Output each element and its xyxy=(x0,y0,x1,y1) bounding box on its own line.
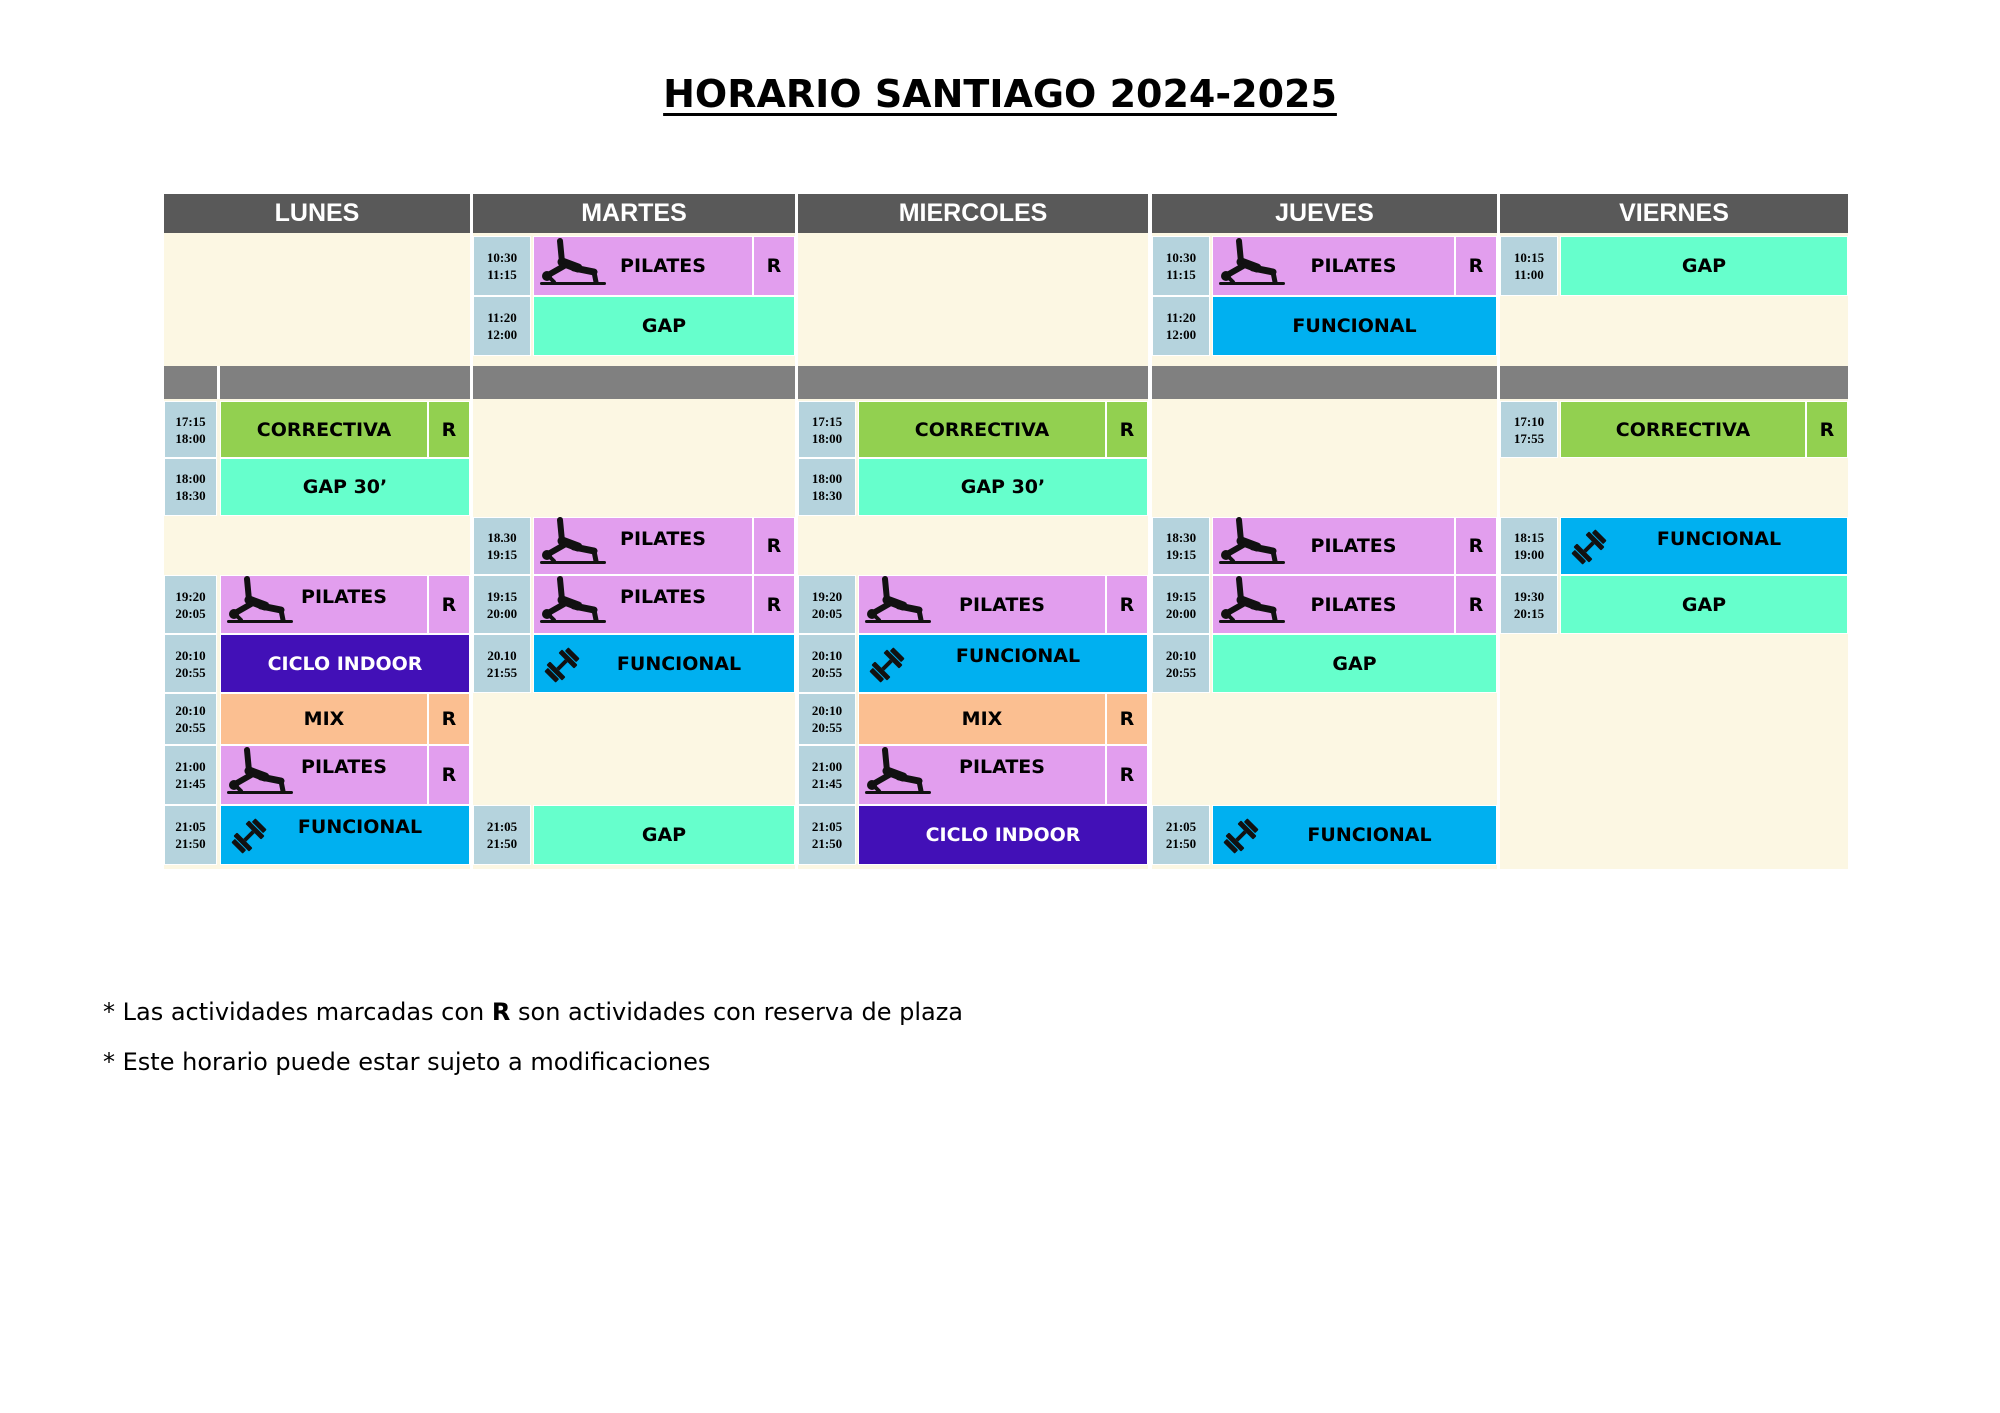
end-time: 21:50 xyxy=(175,836,206,851)
end-time: 18:30 xyxy=(811,488,843,503)
time-slot xyxy=(473,236,531,296)
time-slot xyxy=(798,401,856,458)
reservation-marker: R xyxy=(753,517,795,575)
class-correctiva[interactable] xyxy=(858,401,1106,458)
start-time: 17:15 xyxy=(175,413,206,429)
end-time: 18:30 xyxy=(175,488,206,503)
end-time: 20:55 xyxy=(811,664,843,680)
class-ciclo-indoor[interactable] xyxy=(858,805,1148,865)
activity-label: GAP 30’ xyxy=(960,476,1046,498)
reservation-marker: R xyxy=(1455,517,1497,575)
activity-label: PILATES xyxy=(620,528,706,550)
class-gap[interactable] xyxy=(533,805,795,865)
end-time: 18:00 xyxy=(811,430,843,446)
time-slot xyxy=(473,296,531,356)
activity-label: PILATES xyxy=(620,586,706,608)
start-time: 20:10 xyxy=(811,703,843,718)
time-slot xyxy=(164,745,217,805)
separator-bar xyxy=(220,366,470,399)
empty-block-evening xyxy=(1500,399,1848,869)
end-time: 20:55 xyxy=(175,720,206,735)
time-slot xyxy=(1152,236,1210,296)
reservation-marker: R xyxy=(1455,236,1497,296)
reservation-marker: R xyxy=(753,575,795,634)
dumbbell-icon xyxy=(867,645,907,690)
time-slot xyxy=(473,805,531,865)
start-time: 20:10 xyxy=(811,647,843,663)
reservation-marker: R xyxy=(428,745,470,805)
activity-label: PILATES xyxy=(301,586,387,608)
pilates-pose-icon xyxy=(1217,238,1287,293)
time-slot xyxy=(473,634,531,693)
day-header-martes: MARTES xyxy=(473,194,795,233)
footnote-reservation xyxy=(103,998,963,1026)
time-slot xyxy=(164,693,217,745)
class-pilates[interactable] xyxy=(220,745,428,805)
class-funcional[interactable] xyxy=(1560,517,1848,575)
end-time: 21:50 xyxy=(486,836,518,851)
class-pilates[interactable] xyxy=(533,575,753,634)
dumbbell-icon xyxy=(542,645,582,690)
start-time: 18.30 xyxy=(487,530,517,545)
pilates-pose-icon xyxy=(225,576,295,631)
activity-label: FUNCIONAL xyxy=(297,816,423,838)
day-header-jueves: JUEVES xyxy=(1152,194,1497,233)
time-slot xyxy=(1500,236,1558,296)
day-header-viernes: VIERNES xyxy=(1500,194,1848,233)
footnote-text: * Las actividades marcadas con xyxy=(103,998,492,1026)
class-pilates[interactable] xyxy=(1212,236,1455,296)
activity-label: PILATES xyxy=(959,593,1045,616)
pilates-pose-icon xyxy=(538,576,608,631)
activity-label: PILATES xyxy=(620,255,706,277)
start-time: 18:30 xyxy=(1165,530,1197,545)
dumbbell-icon xyxy=(229,816,269,861)
activity-label: CORRECTIVA xyxy=(256,418,392,441)
start-time: 11:20 xyxy=(1166,310,1196,325)
activity-label: PILATES xyxy=(959,756,1045,778)
time-slot xyxy=(798,458,856,516)
start-time: 19:15 xyxy=(486,588,518,604)
end-time: 20:55 xyxy=(1165,664,1197,680)
pilates-pose-icon xyxy=(538,517,608,572)
dumbbell-icon xyxy=(1221,816,1261,861)
end-time: 17:55 xyxy=(1513,430,1545,446)
dumbbell-icon xyxy=(1569,527,1609,572)
class-pilates[interactable] xyxy=(1212,517,1455,575)
reservation-marker: R xyxy=(428,575,470,634)
activity-label: FUNCIONAL xyxy=(1656,528,1782,550)
end-time: 21:50 xyxy=(1165,836,1197,851)
footnote-marker: R xyxy=(491,998,511,1026)
start-time: 20:10 xyxy=(175,703,206,718)
end-time: 12:00 xyxy=(1165,327,1197,342)
activity-label: FUNCIONAL xyxy=(1292,315,1417,337)
class-gap[interactable] xyxy=(1212,634,1497,693)
class-funcional[interactable] xyxy=(858,634,1148,693)
start-time: 21:05 xyxy=(486,819,518,834)
class-pilates[interactable] xyxy=(858,575,1106,634)
class-funcional[interactable] xyxy=(1212,296,1497,356)
time-slot xyxy=(164,575,217,634)
class-pilates[interactable] xyxy=(220,575,428,634)
end-time: 20:55 xyxy=(175,664,206,680)
end-time: 20:00 xyxy=(486,605,518,621)
reservation-marker: R xyxy=(1106,693,1148,745)
start-time: 19:20 xyxy=(175,588,206,604)
start-time: 21:05 xyxy=(1165,819,1197,834)
footnote-text: son actividades con reserva de plaza xyxy=(510,998,963,1026)
class-correctiva[interactable] xyxy=(1560,401,1806,458)
reservation-marker: R xyxy=(428,693,470,745)
end-time: 18:00 xyxy=(175,430,206,446)
time-slot xyxy=(473,575,531,634)
class-pilates[interactable] xyxy=(533,517,753,575)
end-time: 21:50 xyxy=(811,836,843,851)
start-time: 21:00 xyxy=(175,759,206,774)
start-time: 20.10 xyxy=(487,647,517,663)
class-gap[interactable] xyxy=(533,296,795,356)
class-funcional[interactable] xyxy=(220,805,470,865)
time-slot xyxy=(164,401,217,458)
pilates-pose-icon xyxy=(225,747,295,802)
activity-label: PILATES xyxy=(301,756,387,778)
time-slot xyxy=(798,693,856,745)
activity-label: GAP xyxy=(641,824,687,846)
activity-label: MIX xyxy=(961,708,1003,730)
end-time: 12:00 xyxy=(486,327,518,342)
class-funcional[interactable] xyxy=(533,634,795,693)
time-slot xyxy=(1152,517,1210,575)
start-time: 18:00 xyxy=(811,471,843,486)
activity-label: MIX xyxy=(303,708,345,730)
activity-label: GAP 30’ xyxy=(302,476,388,498)
reservation-marker: R xyxy=(1106,745,1148,805)
reservation-marker: R xyxy=(1455,575,1497,634)
reservation-marker: R xyxy=(1106,401,1148,458)
end-time: 19:00 xyxy=(1513,547,1545,562)
time-slot xyxy=(1152,805,1210,865)
end-time: 11:15 xyxy=(487,267,517,282)
activity-label: PILATES xyxy=(1310,535,1397,557)
start-time: 17:15 xyxy=(811,413,843,429)
start-time: 21:05 xyxy=(175,819,206,834)
pilates-pose-icon xyxy=(538,238,608,293)
end-time: 19:15 xyxy=(1165,547,1197,562)
time-slot xyxy=(164,805,217,865)
day-header-lunes: LUNES xyxy=(164,194,470,233)
time-slot xyxy=(1500,517,1558,575)
start-time: 10:15 xyxy=(1513,250,1545,265)
activity-label: GAP xyxy=(641,315,687,337)
end-time: 20:00 xyxy=(1165,605,1197,621)
activity-label: CICLO INDOOR xyxy=(925,824,1081,846)
day-header-miercoles: MIERCOLES xyxy=(798,194,1148,233)
empty-block-morning xyxy=(164,233,470,366)
pilates-pose-icon xyxy=(1217,517,1287,572)
footnote-modifications xyxy=(103,1048,710,1076)
pilates-pose-icon xyxy=(863,576,933,631)
reservation-marker: R xyxy=(753,236,795,296)
separator-bar xyxy=(164,366,217,399)
class-pilates[interactable] xyxy=(858,745,1106,805)
class-gap-30[interactable] xyxy=(220,458,470,516)
start-time: 18:15 xyxy=(1513,530,1545,545)
separator-bar xyxy=(1500,366,1848,399)
time-slot xyxy=(473,517,531,575)
pilates-pose-icon xyxy=(1217,576,1287,631)
time-slot xyxy=(164,458,217,516)
activity-label: GAP xyxy=(1681,255,1727,277)
time-slot xyxy=(798,805,856,865)
time-slot xyxy=(1152,575,1210,634)
time-slot xyxy=(164,634,217,693)
start-time: 20:10 xyxy=(1165,647,1197,663)
time-slot xyxy=(1152,296,1210,356)
start-time: 10:30 xyxy=(1165,250,1197,265)
time-slot xyxy=(798,634,856,693)
end-time: 21:45 xyxy=(175,776,206,791)
empty-block-morning xyxy=(798,233,1148,366)
class-mix[interactable] xyxy=(220,693,428,745)
start-time: 17:10 xyxy=(1513,413,1545,429)
page-title: HORARIO SANTIAGO 2024-2025 xyxy=(663,72,1337,116)
start-time: 10:30 xyxy=(486,250,518,265)
activity-label: CICLO INDOOR xyxy=(267,652,423,675)
start-time: 20:10 xyxy=(175,647,206,663)
start-time: 21:00 xyxy=(811,759,843,774)
activity-label: FUNCIONAL xyxy=(1307,824,1432,846)
start-time: 21:05 xyxy=(811,819,843,834)
time-slot xyxy=(1500,401,1558,458)
start-time: 11:20 xyxy=(487,310,517,325)
start-time: 19:20 xyxy=(811,588,843,604)
class-pilates[interactable] xyxy=(1212,575,1455,634)
end-time: 21:45 xyxy=(811,776,843,791)
pilates-pose-icon xyxy=(863,747,933,802)
class-gap-30[interactable] xyxy=(858,458,1148,516)
activity-label: GAP xyxy=(1332,652,1377,675)
activity-label: FUNCIONAL xyxy=(616,652,742,675)
start-time: 19:30 xyxy=(1513,588,1545,604)
separator-bar xyxy=(798,366,1148,399)
end-time: 20:55 xyxy=(811,720,843,735)
class-gap[interactable] xyxy=(1560,236,1848,296)
class-funcional[interactable] xyxy=(1212,805,1497,865)
end-time: 19:15 xyxy=(486,547,518,562)
end-time: 11:15 xyxy=(1166,267,1196,282)
end-time: 20:15 xyxy=(1513,605,1545,621)
activity-label: FUNCIONAL xyxy=(955,645,1081,667)
reservation-marker: R xyxy=(1806,401,1848,458)
reservation-marker: R xyxy=(1106,575,1148,634)
start-time: 18:00 xyxy=(175,471,206,486)
footnote-text: * Este horario puede estar sujeto a modificaciones xyxy=(103,1048,711,1076)
activity-label: CORRECTIVA xyxy=(1615,418,1751,441)
class-pilates[interactable] xyxy=(533,236,753,296)
time-slot xyxy=(1500,575,1558,634)
end-time: 11:00 xyxy=(1514,267,1544,282)
end-time: 20:05 xyxy=(175,605,206,621)
activity-label: CORRECTIVA xyxy=(914,418,1050,441)
activity-label: PILATES xyxy=(1310,255,1397,277)
class-gap[interactable] xyxy=(1560,575,1848,634)
class-mix[interactable] xyxy=(858,693,1106,745)
time-slot xyxy=(798,745,856,805)
end-time: 21:55 xyxy=(486,664,518,680)
class-correctiva[interactable] xyxy=(220,401,428,458)
activity-label: PILATES xyxy=(1310,593,1397,616)
time-slot xyxy=(798,575,856,634)
class-ciclo-indoor[interactable] xyxy=(220,634,470,693)
reservation-marker: R xyxy=(428,401,470,458)
time-slot xyxy=(1152,634,1210,693)
separator-bar xyxy=(1152,366,1497,399)
separator-bar xyxy=(473,366,795,399)
activity-label: GAP xyxy=(1681,593,1727,616)
start-time: 19:15 xyxy=(1165,588,1197,604)
end-time: 20:05 xyxy=(811,605,843,621)
